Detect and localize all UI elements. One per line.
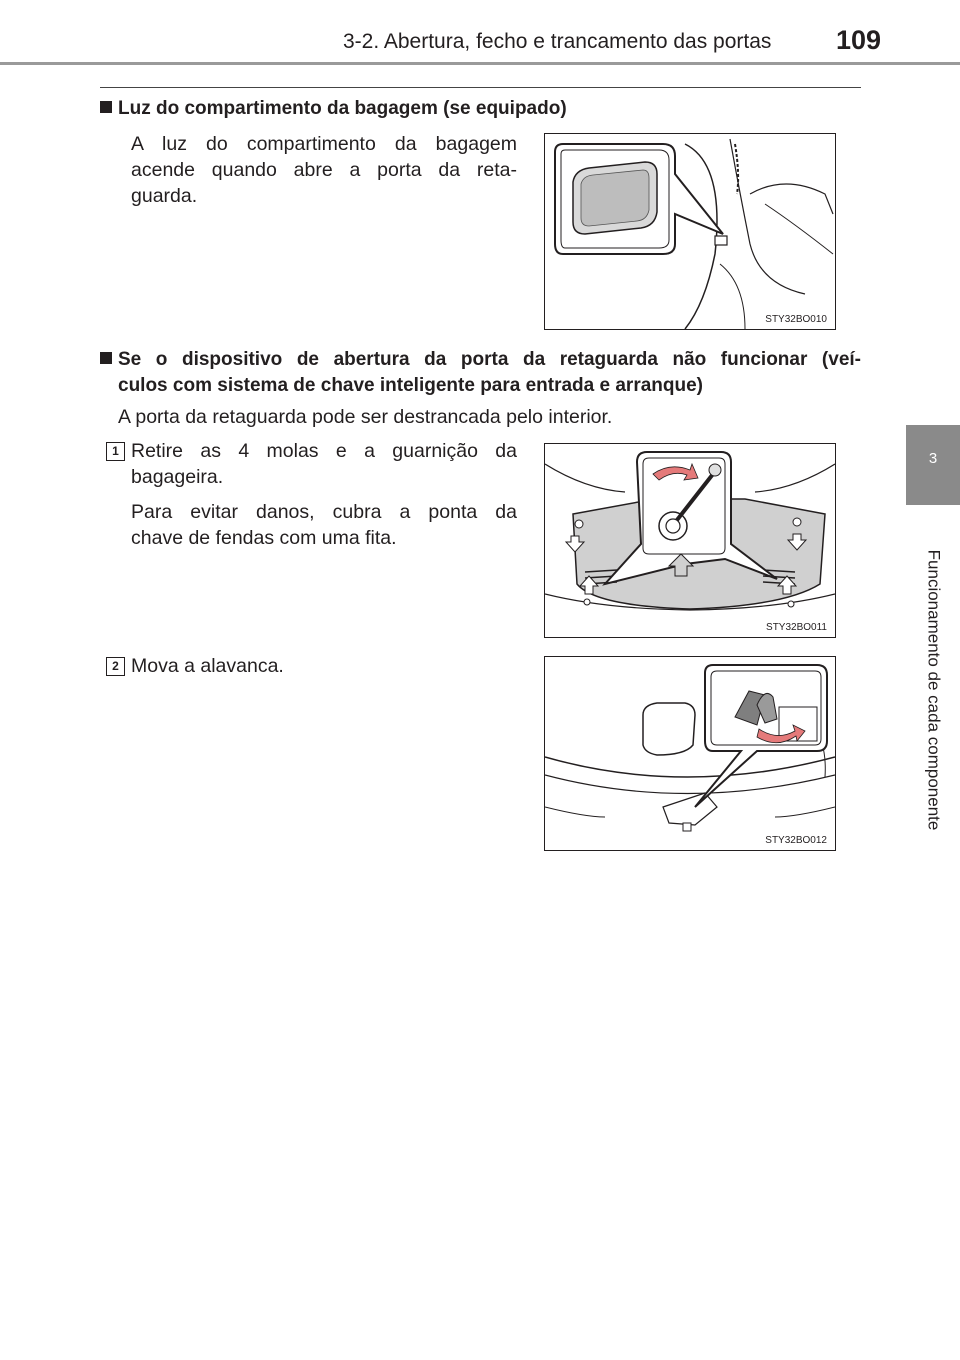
chapter-tab bbox=[906, 425, 960, 505]
section-title: 3-2. Abertura, fecho e trancamento das portas bbox=[343, 30, 772, 53]
step2-text: Mova a alavanca. bbox=[131, 655, 284, 677]
figure-move-lever bbox=[544, 656, 836, 851]
figure-code: STY32BO010 bbox=[765, 314, 827, 325]
step-number-1: 1 bbox=[106, 442, 125, 461]
luggage-light-illustration bbox=[545, 134, 835, 329]
section2-heading: Se o dispositivo de abertura da porta da retaguarda não funcionar (veí- culos com sistema de chave inteligente para entrada e arranque) bbox=[100, 347, 861, 399]
chapter-title: Funcionamento de cada componente bbox=[924, 549, 944, 831]
bullet-square-icon bbox=[100, 101, 112, 113]
chapter-label bbox=[907, 515, 959, 865]
step1-note: Para evitar danos, cubra a ponta da chave de fendas com uma fita. bbox=[131, 501, 517, 549]
page-number: 109 bbox=[836, 25, 882, 55]
section2-intro: A porta da retaguarda pode ser destrancada pelo interior. bbox=[118, 406, 613, 428]
figure-remove-trim bbox=[544, 443, 836, 638]
remove-trim-illustration bbox=[545, 444, 835, 637]
section1-heading: Luz do compartimento da bagagem (se equipado) bbox=[100, 96, 567, 122]
section1-body: A luz do compartimento da bagagem acende quando abre a porta da reta- guarda. bbox=[131, 133, 517, 207]
step1-text: Retire as 4 molas e a guarnição da bagageira. bbox=[131, 440, 517, 488]
chapter-number: 3 bbox=[928, 450, 938, 467]
figure-code: STY32BO011 bbox=[766, 622, 827, 633]
section-rule bbox=[100, 87, 861, 88]
bullet-square-icon bbox=[100, 352, 112, 364]
figure-code: STY32BO012 bbox=[765, 835, 827, 846]
step-number-2: 2 bbox=[106, 657, 125, 676]
move-lever-illustration bbox=[545, 657, 835, 850]
header-rule bbox=[0, 62, 960, 65]
figure-luggage-light bbox=[544, 133, 836, 330]
